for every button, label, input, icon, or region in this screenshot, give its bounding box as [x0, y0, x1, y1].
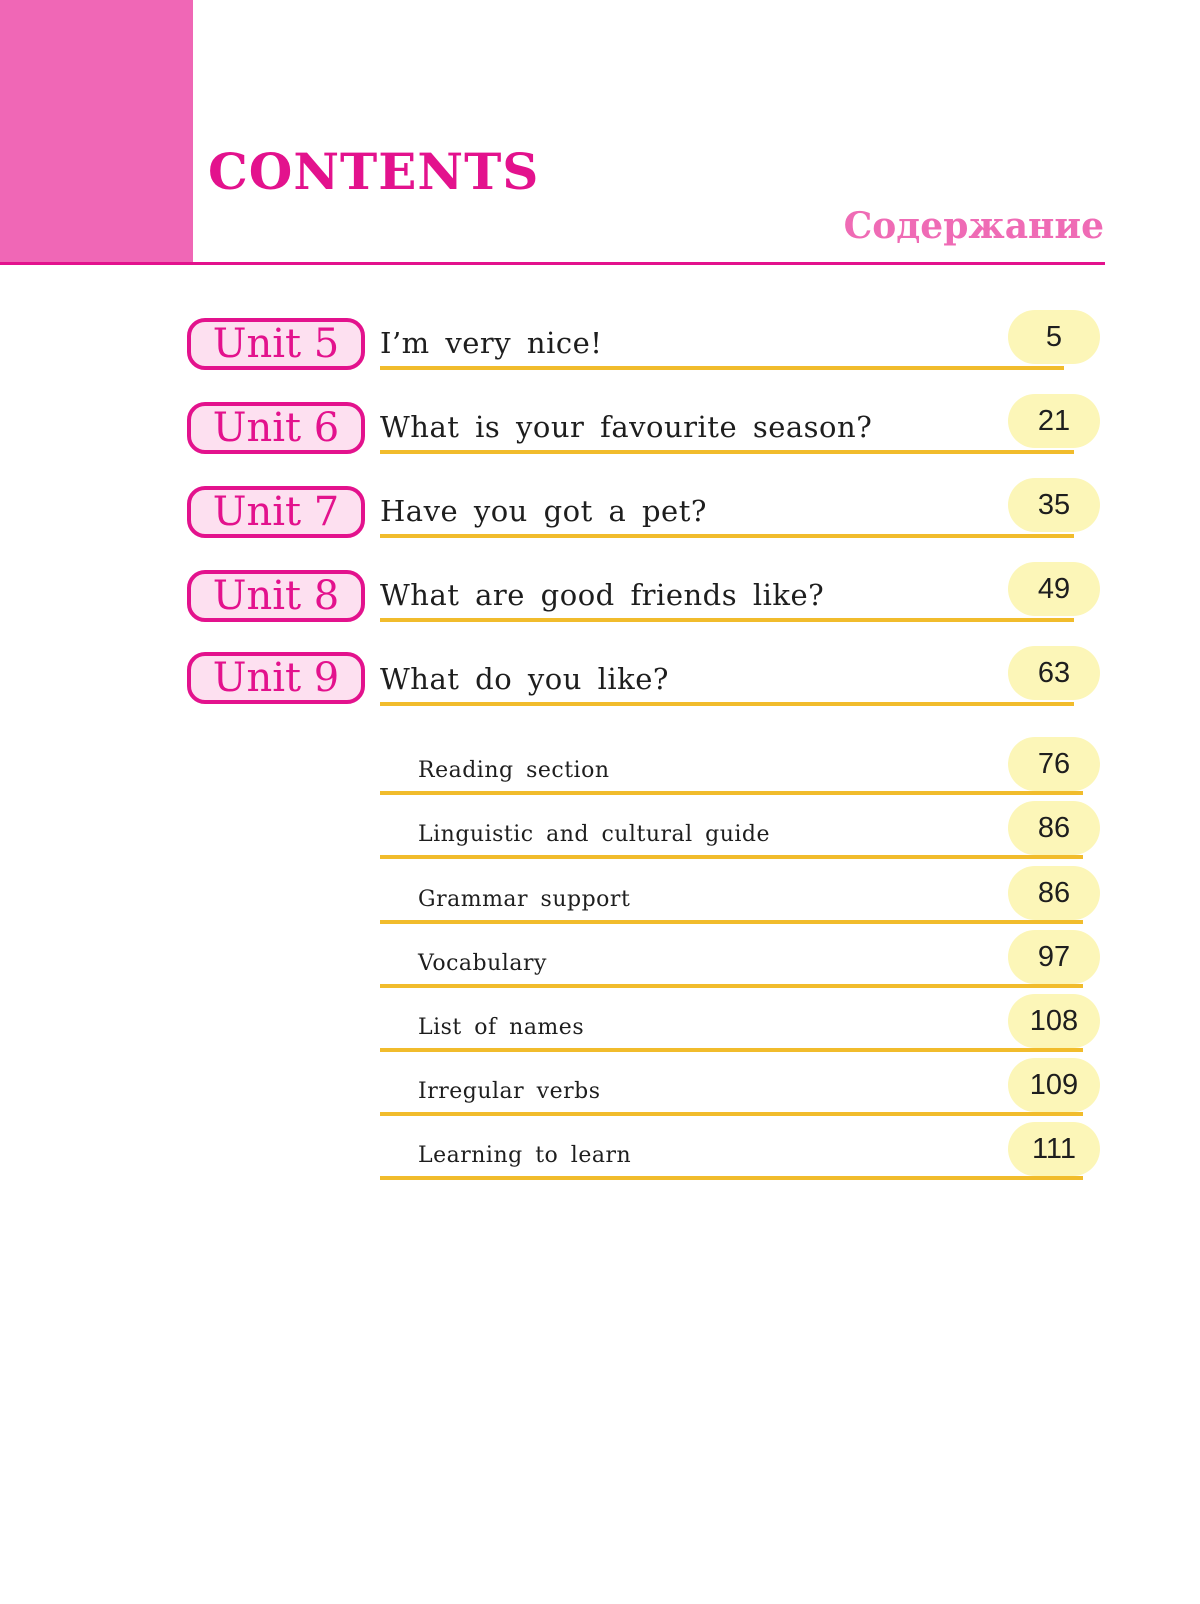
page-number-badge: 5: [1008, 310, 1100, 364]
toc-entry-title: What are good friends like?: [380, 578, 825, 612]
page-title: CONTENTS: [208, 142, 540, 201]
page-number-badge: 109: [1008, 1058, 1100, 1112]
toc-entry-linguistic-guide[interactable]: [380, 801, 1100, 861]
toc-entry-rule: [380, 618, 1074, 622]
page-number-badge: 108: [1008, 994, 1100, 1048]
header-divider: [0, 262, 1105, 265]
toc-entry-unit-8[interactable]: [380, 568, 1100, 624]
toc-entry-rule: [380, 702, 1074, 706]
toc-entry-unit-5[interactable]: [380, 316, 1100, 372]
toc-entry-rule: [380, 450, 1074, 454]
toc-entry-title: List of names: [418, 1015, 585, 1040]
toc-entry-irregular-verbs[interactable]: [380, 1058, 1100, 1118]
toc-entry-unit-7[interactable]: [380, 484, 1100, 540]
toc-entry-rule: [380, 366, 1064, 370]
toc-entry-title: What is your favourite season?: [380, 410, 873, 444]
toc-entry-list-of-names[interactable]: [380, 994, 1100, 1054]
page-number-badge: 49: [1008, 562, 1100, 616]
toc-entry-rule: [380, 855, 1083, 859]
toc-entry-rule: [380, 791, 1083, 795]
toc-entry-title: What do you like?: [380, 662, 669, 696]
toc-entry-title: Grammar support: [418, 887, 631, 912]
unit-badge[interactable]: Unit 7: [187, 486, 365, 538]
page-number-badge: 86: [1008, 866, 1100, 920]
page-number-badge: 97: [1008, 930, 1100, 984]
toc-entry-rule: [380, 1176, 1083, 1180]
page-subtitle: Содержание: [843, 205, 1104, 247]
toc-entry-title: Learning to learn: [418, 1143, 632, 1168]
toc-entry-vocabulary[interactable]: [380, 930, 1100, 990]
toc-entry-unit-6[interactable]: [380, 400, 1100, 456]
toc-entry-rule: [380, 1112, 1083, 1116]
page-number-badge: 63: [1008, 646, 1100, 700]
toc-entry-unit-9[interactable]: [380, 652, 1100, 708]
page-number-badge: 111: [1008, 1122, 1100, 1176]
toc-entry-rule: [380, 920, 1083, 924]
page-number-badge: 21: [1008, 394, 1100, 448]
unit-badge[interactable]: Unit 6: [187, 402, 365, 454]
toc-entry-title: I’m very nice!: [380, 326, 603, 360]
toc-entry-rule: [380, 1048, 1083, 1052]
toc-entry-learning-to-learn[interactable]: [380, 1122, 1100, 1182]
page-number-badge: 86: [1008, 801, 1100, 855]
page-number-badge: 35: [1008, 478, 1100, 532]
toc-entry-rule: [380, 534, 1074, 538]
unit-badge[interactable]: Unit 9: [187, 652, 365, 704]
toc-entry-reading-section[interactable]: [380, 737, 1100, 797]
unit-badge[interactable]: Unit 8: [187, 570, 365, 622]
page-number-badge: 76: [1008, 737, 1100, 791]
unit-badge[interactable]: Unit 5: [187, 318, 365, 370]
toc-entry-title: Vocabulary: [418, 951, 547, 976]
toc-entry-rule: [380, 984, 1083, 988]
toc-entry-title: Have you got a pet?: [380, 494, 707, 528]
toc-entry-title: Reading section: [418, 758, 610, 783]
header-color-block: [0, 0, 193, 263]
toc-entry-title: Linguistic and cultural guide: [418, 822, 771, 847]
toc-entry-grammar-support[interactable]: [380, 866, 1100, 926]
toc-entry-title: Irregular verbs: [418, 1079, 601, 1104]
